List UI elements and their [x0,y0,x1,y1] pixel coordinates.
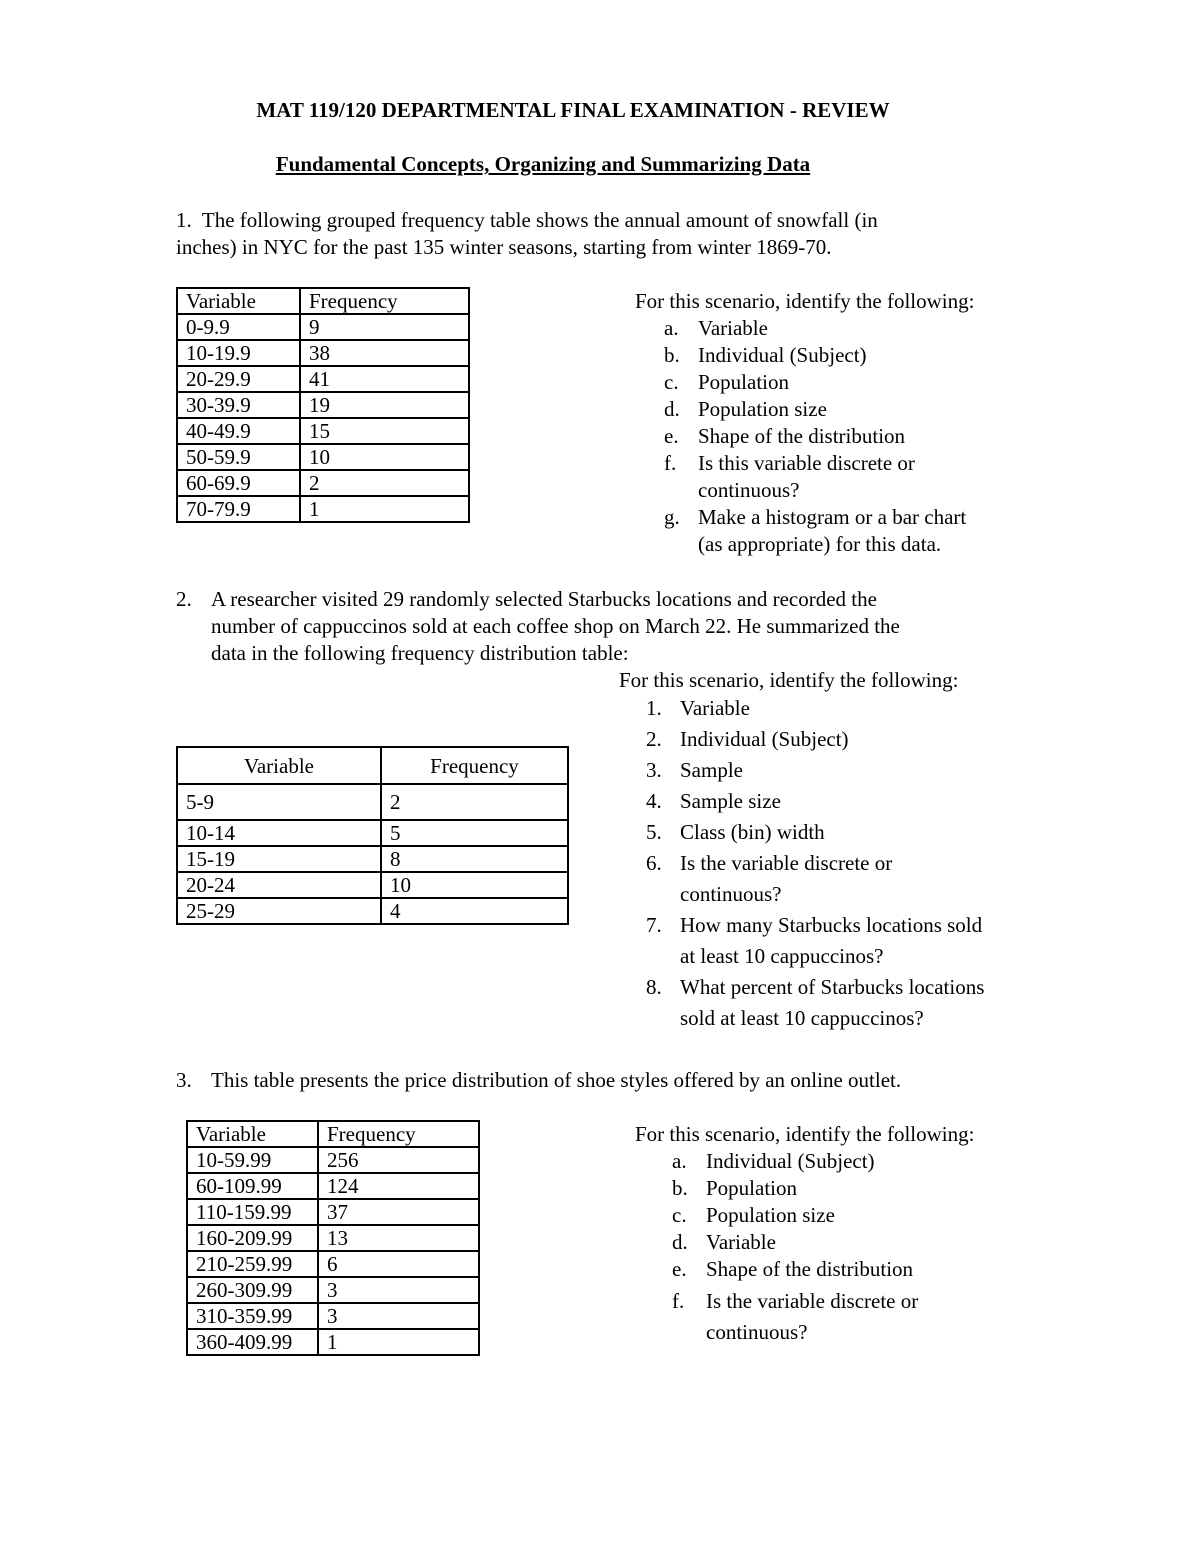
table-row [177,846,568,872]
q3-identify-prompt: For this scenario, identify the following: [635,1122,975,1146]
table-header-frequency: Frequency [381,747,568,784]
table-header-variable: Variable [177,288,300,314]
table-row [187,1329,479,1355]
table-cell: 38 [300,340,469,366]
list-item [664,396,966,423]
table-cell: 0-9.9 [177,314,300,340]
table-cell: 20-29.9 [177,366,300,392]
table-cell: 19 [300,392,469,418]
table-header-variable: Variable [177,747,381,784]
q2-identify-prompt: For this scenario, identify the following: [619,668,959,692]
table-cell: 2 [300,470,469,496]
table-cell: 1 [318,1329,479,1355]
list-marker: g. [664,505,680,529]
list-marker: e. [664,424,679,448]
list-item-text: Individual (Subject) [680,727,849,751]
list-item-text-cont: continuous? [680,882,782,906]
list-marker: 6. [646,851,662,875]
list-item-text: Shape of the distribution [698,424,906,448]
table-row [187,1251,479,1277]
table-cell: 5 [381,820,568,846]
q2-identify-list [646,693,985,1034]
table-row [177,418,469,444]
list-item [664,315,966,342]
list-item [672,1286,919,1348]
list-item-text: Make a histogram or a bar chart [698,505,967,529]
list-item-text: How many Starbucks locations sold [680,913,983,937]
table-cell: 13 [318,1225,479,1251]
table-cell: 37 [318,1199,479,1225]
list-item [646,786,984,817]
table-row [177,314,469,340]
table-cell: 160-209.99 [187,1225,318,1251]
list-marker: 5. [646,820,662,844]
table-cell: 70-79.9 [177,496,300,522]
list-item [646,693,984,724]
table-row [177,470,469,496]
table-cell: 9 [300,314,469,340]
table-cell: 15 [300,418,469,444]
list-item [664,504,967,558]
list-marker: b. [664,343,680,367]
list-item [664,450,966,504]
list-marker: 2. [646,727,662,751]
table-cell: 60-69.9 [177,470,300,496]
q2-text-line1: A researcher visited 29 randomly selected Starbucks locations and recorded the [211,587,877,611]
q2-text-line2: number of cappuccinos sold at each coffee shop on March 22. He summarized the [211,614,900,638]
list-marker: 1. [646,696,662,720]
list-item [672,1229,918,1256]
list-item [646,817,984,848]
table-cell: 15-19 [177,846,381,872]
list-item-text-cont: (as appropriate) for this data. [698,532,942,556]
table-cell: 5-9 [177,784,381,820]
table-row [187,1225,479,1251]
list-item-text: Individual (Subject) [698,343,867,367]
table-row [177,496,469,522]
list-item-text-cont: continuous? [706,1320,808,1344]
q1-identify-list [664,315,967,558]
list-item [672,1256,918,1283]
list-item-text: Is this variable discrete or [698,451,915,475]
table-row [187,1147,479,1173]
list-item-text: Sample size [680,789,781,813]
q3-frequency-table [186,1120,480,1356]
q1-frequency-table [176,287,470,523]
table-row [177,340,469,366]
list-item [664,369,966,396]
table-cell: 124 [318,1173,479,1199]
list-marker: d. [664,397,680,421]
list-item-text: What percent of Starbucks locations [680,975,985,999]
list-item-text-cont: sold at least 10 cappuccinos? [680,1006,924,1030]
list-item-text: Population [706,1176,798,1200]
table-row [187,1303,479,1329]
q2-frequency-table [176,746,569,925]
list-marker: f. [664,451,677,475]
table-cell: 10-14 [177,820,381,846]
table-row [177,820,568,846]
list-item-text: Variable [706,1230,776,1254]
table-cell: 10 [381,872,568,898]
table-header-variable: Variable [187,1121,318,1147]
table-cell: 10-59.99 [187,1147,318,1173]
q2-number: 2. [176,587,192,611]
table-cell: 8 [381,846,568,872]
list-item-text: Class (bin) width [680,820,825,844]
q1-text: The following grouped frequency table shows the annual amount of snowfall (in [201,208,878,232]
table-row [177,784,568,820]
list-marker: e. [672,1257,687,1281]
table-header-frequency: Frequency [318,1121,479,1147]
list-item [646,724,984,755]
q3-identify-list [672,1148,919,1348]
table-row [187,1277,479,1303]
list-marker: 8. [646,975,662,999]
table-cell: 30-39.9 [177,392,300,418]
list-marker: d. [672,1230,688,1254]
list-item-text: Population [698,370,790,394]
list-item [672,1148,918,1175]
list-item-text: Shape of the distribution [706,1257,914,1281]
q1-text-line2: inches) in NYC for the past 135 winter seasons, starting from winter 1869-70. [176,235,832,259]
q1-number: 1. [176,208,192,232]
table-row [177,872,568,898]
list-item-text: Population size [706,1203,835,1227]
table-header-row [177,288,469,314]
list-marker: c. [664,370,679,394]
list-item-text: Sample [680,758,743,782]
table-cell: 41 [300,366,469,392]
list-item-text: Individual (Subject) [706,1149,875,1173]
table-cell: 6 [318,1251,479,1277]
table-cell: 3 [318,1303,479,1329]
list-item-text: Population size [698,397,827,421]
table-cell: 2 [381,784,568,820]
table-cell: 60-109.99 [187,1173,318,1199]
list-marker: 4. [646,789,662,813]
list-marker: f. [672,1289,685,1313]
table-cell: 256 [318,1147,479,1173]
table-row [177,392,469,418]
list-item [664,423,966,450]
page-title: MAT 119/120 DEPARTMENTAL FINAL EXAMINATION - REVIEW [256,98,890,122]
list-item-text: Is the variable discrete or [706,1289,919,1313]
table-cell: 25-29 [177,898,381,924]
q2-text-line3: data in the following frequency distribution table: [211,641,629,665]
list-marker: b. [672,1176,688,1200]
table-cell: 4 [381,898,568,924]
table-cell: 310-359.99 [187,1303,318,1329]
table-cell: 3 [318,1277,479,1303]
table-header-row [177,747,568,784]
q1-text-line1 [176,207,878,234]
section-subtitle: Fundamental Concepts, Organizing and Summarizing Data [275,152,811,176]
table-cell: 360-409.99 [187,1329,318,1355]
table-cell: 1 [300,496,469,522]
table-cell: 20-24 [177,872,381,898]
table-row [177,898,568,924]
table-row [187,1173,479,1199]
list-item [646,755,984,786]
table-cell: 10-19.9 [177,340,300,366]
list-item [646,910,984,972]
q3-text-line1: This table presents the price distribution of shoe styles offered by an online outlet. [211,1068,902,1092]
table-row [187,1199,479,1225]
list-item-text: Variable [680,696,750,720]
list-marker: 3. [646,758,662,782]
table-cell: 210-259.99 [187,1251,318,1277]
list-item-text-cont: continuous? [698,478,800,502]
list-item-text: Variable [698,316,768,340]
list-item [672,1175,918,1202]
list-marker: a. [664,316,679,340]
list-marker: 7. [646,913,662,937]
table-cell: 110-159.99 [187,1199,318,1225]
list-item [646,848,984,910]
list-item [646,972,985,1034]
list-item-text: Is the variable discrete or [680,851,893,875]
list-marker: a. [672,1149,687,1173]
q3-number: 3. [176,1068,192,1092]
table-cell: 40-49.9 [177,418,300,444]
table-header-row [187,1121,479,1147]
table-row [177,366,469,392]
table-row [177,444,469,470]
list-item [672,1202,918,1229]
table-cell: 10 [300,444,469,470]
list-marker: c. [672,1203,687,1227]
list-item-text-cont: at least 10 cappuccinos? [680,944,884,968]
table-cell: 260-309.99 [187,1277,318,1303]
table-cell: 50-59.9 [177,444,300,470]
table-header-frequency: Frequency [300,288,469,314]
q1-identify-prompt: For this scenario, identify the following: [635,289,975,313]
list-item [664,342,966,369]
